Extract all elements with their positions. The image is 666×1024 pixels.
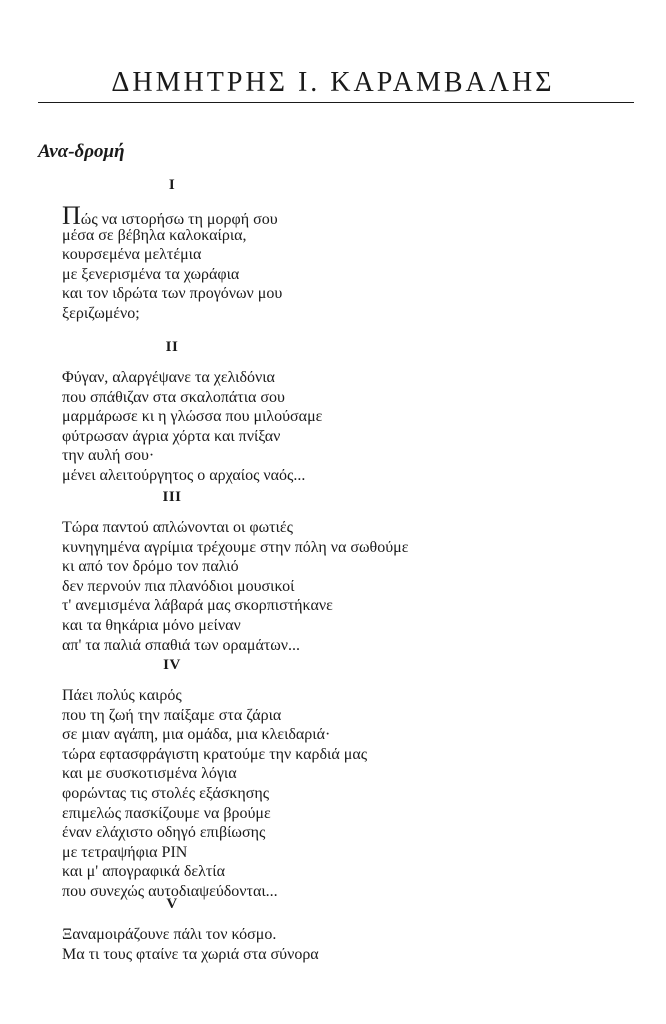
poem-section-1	[62, 174, 622, 324]
verse-line: επιμελώς πασκίζουμε να βρούμε	[62, 804, 271, 822]
header-rule	[38, 102, 634, 103]
section-numeral: III	[162, 489, 182, 505]
verse-line: τ' ανεμισμένα λάβαρά μας σκορπιστήκανε	[62, 597, 333, 615]
verse-line: απ' τα παλιά σπαθιά των οραμάτων...	[62, 636, 301, 654]
stanza	[62, 201, 622, 324]
drop-cap: Π	[62, 201, 81, 230]
verse-line: μένει αλειτούργητος ο αρχαίος ναός...	[62, 466, 306, 484]
verse-line: Μα τι τους φταίνε τα χωριά στα σύνορα	[62, 945, 319, 963]
stanza	[62, 368, 622, 486]
section-numeral: I	[168, 177, 176, 193]
verse-line: μαρμάρωσε κι η γλώσσα που μιλούσαμε	[62, 408, 323, 426]
verse-line	[62, 201, 622, 230]
verse-line: κυνηγημένα αγρίμια τρέχουμε στην πόλη να σωθούμε	[62, 538, 409, 556]
verse-line: κι από τον δρόμο τον παλιό	[62, 558, 239, 576]
verse-line: δεν περνούν πια πλανόδιοι μουσικοί	[62, 577, 295, 595]
stanza	[62, 686, 622, 902]
stanza	[62, 925, 622, 964]
poem-section-5	[62, 893, 622, 964]
verse-line: φορώντας τις στολές εξάσκησης	[62, 784, 270, 802]
verse-line: και τον ιδρώτα των προγόνων μου	[62, 285, 283, 303]
verse-line: Πάει πολύς καιρός	[62, 687, 182, 704]
verse-text: ώς να ιστορήσω τη μορφή σου	[80, 211, 278, 228]
verse-line: και τα θηκάρια μόνο μείναν	[62, 616, 241, 634]
verse-line: και με συσκοτισμένα λόγια	[62, 765, 237, 783]
verse-line: που συνεχώς αυτοδιαψεύδονται...	[62, 882, 278, 900]
verse-line: σε μιαν αγάπη, μια ομάδα, μια κλειδαριά·	[62, 726, 331, 744]
verse-line: Ξαναμοιράζουνε πάλι τον κόσμο.	[62, 926, 277, 943]
stanza	[62, 518, 622, 655]
verse-line: με τετραψήφια PIN	[62, 843, 188, 861]
verse-line: που τη ζωή την παίξαμε στα ζάρια	[62, 706, 282, 724]
verse-line: με ξενερισμένα τα χωράφια	[62, 265, 240, 283]
author-heading: ΔΗΜΗΤΡΗΣ Ι. ΚΑΡΑΜΒΑΛΗΣ	[111, 67, 555, 98]
section-numeral: V	[166, 896, 178, 912]
poem-section-3	[62, 486, 622, 655]
poem-section-4	[62, 654, 622, 902]
verse-line: Φύγαν, αλαργέψανε τα χελιδόνια	[62, 369, 275, 386]
section-numeral: IV	[163, 657, 181, 673]
verse-line: και μ' απογραφικά δελτία	[62, 863, 225, 881]
verse-line: φύτρωσαν άγρια χόρτα και πνίξαν	[62, 427, 281, 445]
verse-line: την αυλή σου·	[62, 447, 155, 465]
poem-section-2	[62, 336, 622, 486]
poem-title: Ανα-δρομή	[38, 141, 125, 162]
verse-line: κουρσεμένα μελτέμια	[62, 246, 202, 264]
verse-line: που σπάθιζαν στα σκαλοπάτια σου	[62, 388, 285, 406]
verse-line: έναν ελάχιστο οδηγό επιβίωσης	[62, 824, 266, 842]
verse-line: Τώρα παντού απλώνονται οι φωτιές	[62, 519, 293, 536]
verse-line: ξεριζωμένο;	[62, 304, 140, 322]
verse-line: τώρα εφτασφράγιστη κρατούμε την καρδιά μας	[62, 745, 368, 763]
verse-line: μέσα σε βέβηλα καλοκαίρια,	[62, 226, 247, 244]
section-numeral: II	[165, 339, 179, 355]
